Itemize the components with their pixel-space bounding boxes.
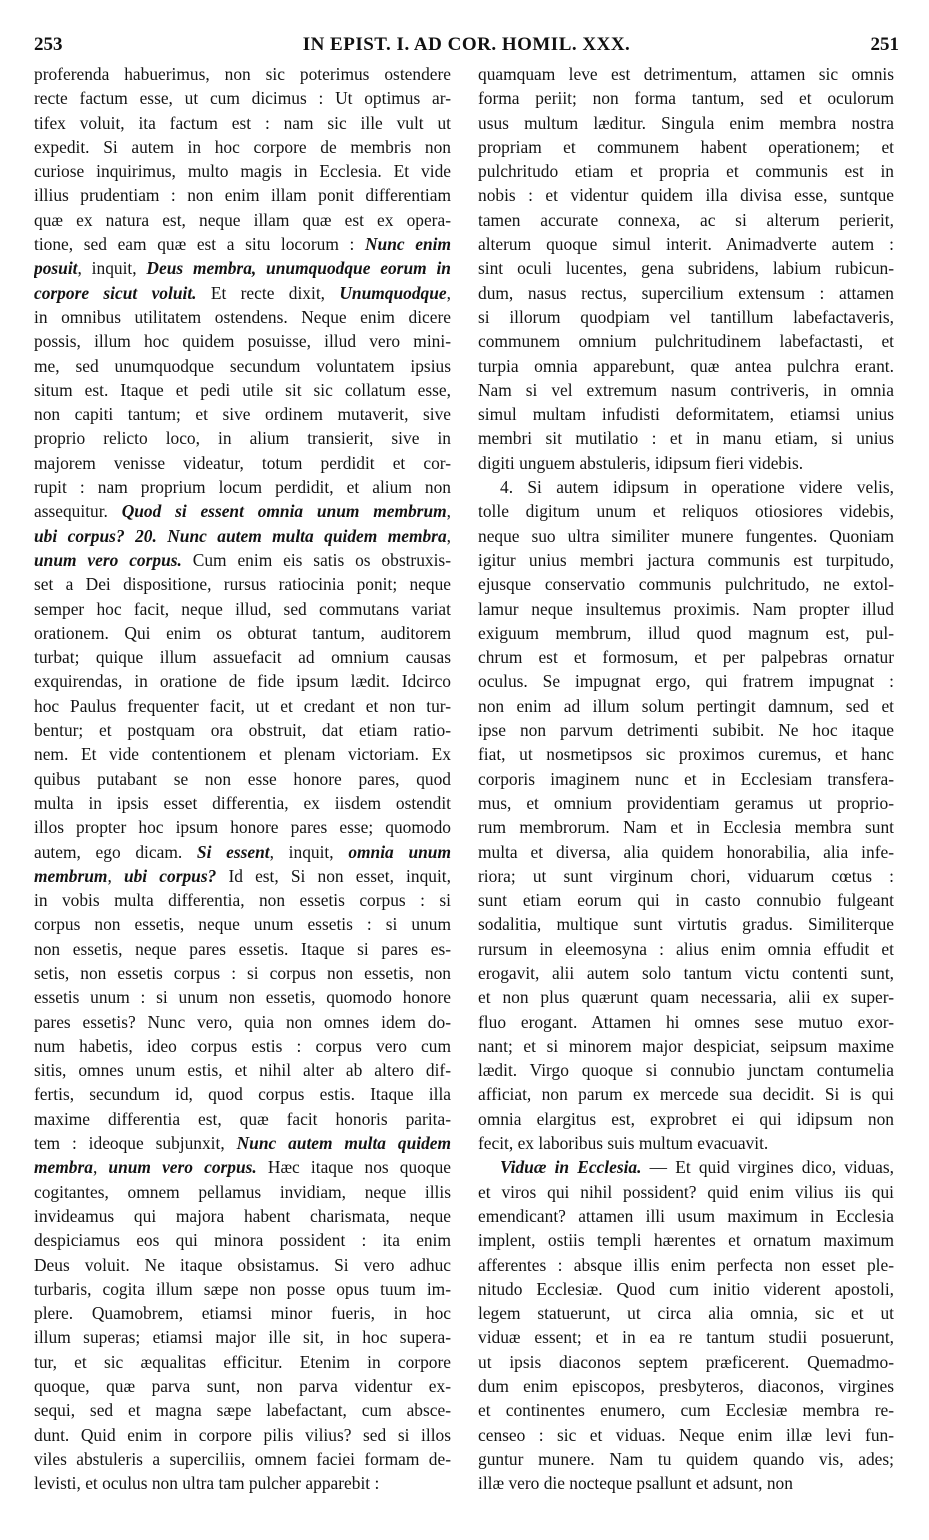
text-line bbox=[478, 1277, 894, 1301]
text-line bbox=[478, 1423, 894, 1447]
text-span: omnia elargitus est, exprobret ei qui idipsum non bbox=[478, 1108, 894, 1129]
text-span: tur, et sic æqualitas efficitur. Etenim in corpore bbox=[34, 1351, 451, 1372]
text-span: quamquam leve est detrimentum, attamen sic omnis bbox=[478, 64, 894, 84]
text-span: si illorum quodpiam vel tantillum labefactaveris, bbox=[478, 306, 894, 327]
text-span: semper hoc facit, neque illud, sed commutans variat bbox=[34, 598, 451, 619]
text-span: Cum enim eis satis os obstruxis- bbox=[181, 549, 451, 570]
text-span: illum superas; etiamsi major ille sit, in hoc supera- bbox=[34, 1327, 451, 1348]
text-span: et continentes enumero, cum Ecclesiæ membra re- bbox=[478, 1400, 894, 1421]
text-line bbox=[478, 183, 894, 207]
italic-span: membra bbox=[34, 1157, 93, 1178]
text-line bbox=[34, 621, 451, 645]
text-span: viles abstuleris a superciliis, omnem faciei formam de- bbox=[34, 1448, 451, 1469]
text-span: legem statuerunt, ut circa alia omnia, sic et ut bbox=[478, 1303, 894, 1324]
text-span: dum enim episcopos, presbyteros, diaconos, virgines bbox=[478, 1376, 894, 1397]
italic-span: unum vero corpus. bbox=[108, 1157, 257, 1178]
text-span: bentur; et postquam ora obstruit, dat etiam ratio- bbox=[34, 720, 451, 741]
text-line bbox=[34, 1058, 451, 1082]
text-line bbox=[478, 669, 894, 693]
text-span: tione, sed eam quæ est a situ locorum : bbox=[34, 234, 365, 255]
text-line bbox=[34, 232, 451, 256]
left-text-column bbox=[34, 62, 451, 1496]
text-line bbox=[478, 1058, 894, 1082]
text-span: censeo : sic et viduas. Neque enim illæ levi fun- bbox=[478, 1424, 894, 1445]
text-line bbox=[34, 718, 451, 742]
text-span: dum, nasus rectus, supercilium extensum : attamen bbox=[478, 282, 894, 303]
text-span: digiti unguem abstuleris, idipsum fieri videbis. bbox=[478, 452, 804, 473]
text-span: setis, non essetis corpus : si corpus non essetis, non bbox=[34, 962, 451, 983]
text-line bbox=[478, 208, 894, 232]
text-span: dunt. Quid enim in corpore pilis vilius? sed si illos bbox=[34, 1424, 451, 1445]
text-span: afferentes : absque illis enim perfecta non esset ple- bbox=[478, 1254, 894, 1275]
text-span: tem : ideoque subjunxit, bbox=[34, 1133, 237, 1154]
text-line bbox=[34, 742, 451, 766]
text-span: assequitur. bbox=[34, 501, 122, 522]
text-span: set a Dei dispositione, rursus ratiocinia ponit; neque bbox=[34, 574, 451, 595]
text-span: , bbox=[446, 282, 451, 303]
text-line bbox=[34, 888, 451, 912]
text-span: membri sit mutilatio : et in manu etiam, si unius bbox=[478, 428, 894, 449]
text-span: me, sed unumquodque secundum voluntatem ipsius bbox=[34, 355, 451, 376]
text-line bbox=[478, 1398, 894, 1422]
text-line bbox=[34, 402, 451, 426]
text-line bbox=[478, 912, 894, 936]
text-span: plere. Quamobrem, etiamsi minor fueris, in hoc bbox=[34, 1303, 451, 1324]
text-line bbox=[34, 426, 451, 450]
text-span: — Et quid virgines dico, viduas, bbox=[641, 1157, 894, 1178]
right-text-column bbox=[478, 62, 894, 1496]
text-line bbox=[34, 864, 451, 888]
text-span: rursum in eleemosyna : alius enim omnia effudit et bbox=[478, 938, 894, 959]
text-span: Id est, Si non esset, inquit, bbox=[216, 865, 451, 886]
text-span: expedit. Si autem in hoc corpore de membris non bbox=[34, 136, 451, 157]
text-line bbox=[478, 1301, 894, 1325]
text-span: sodalitia, multique sunt virtutis gradus. Similiterque bbox=[478, 914, 894, 935]
text-line bbox=[34, 1325, 451, 1349]
text-span: ipse non parvum detrimenti subibit. Ne hoc itaque bbox=[478, 720, 894, 741]
text-line bbox=[478, 621, 894, 645]
text-span: non capiti tantum; et sive ordinem mutaverit, sive bbox=[34, 404, 451, 425]
text-line bbox=[478, 815, 894, 839]
text-span: exiguum membrum, illud quod magnum est, pul- bbox=[478, 622, 894, 643]
text-line bbox=[478, 985, 894, 1009]
text-span: sunt etiam eorum qui in casto connubio fulgeant bbox=[478, 890, 894, 911]
text-span: non essetis, neque pares essetis. Itaque si pares es- bbox=[34, 938, 451, 959]
text-line bbox=[34, 1204, 451, 1228]
text-line bbox=[478, 475, 894, 499]
text-line bbox=[478, 62, 894, 86]
text-span: rupit : nam proprium locum perdidit, et alium non bbox=[34, 477, 451, 498]
text-line bbox=[34, 1228, 451, 1252]
text-line bbox=[478, 1034, 894, 1058]
text-line bbox=[478, 645, 894, 669]
text-line bbox=[478, 572, 894, 596]
text-span: mus, et omnium providentiam geramus ut proprio- bbox=[478, 792, 894, 813]
text-line bbox=[34, 1107, 451, 1131]
text-line bbox=[34, 1277, 451, 1301]
text-line bbox=[34, 1447, 451, 1471]
text-span: implent, ostiis templi hærentes et ornatum maximum bbox=[478, 1230, 894, 1251]
text-span: possis, illum hoc quidem posuisse, illud vero mini- bbox=[34, 331, 451, 352]
text-span: in vobis multa differentia, non essetis corpus : si bbox=[34, 890, 451, 911]
text-span: nitudo Ecclesiæ. Quod cum initio viderent apostoli, bbox=[478, 1278, 894, 1299]
text-span: ut ipsis diaconos septem præficerent. Quemadmo- bbox=[478, 1351, 894, 1372]
text-span: riora; ut sunt virginum chori, viduarum cœtus : bbox=[478, 865, 894, 886]
text-span: Hæc itaque nos quoque bbox=[256, 1157, 451, 1178]
text-span: , inquit, bbox=[77, 258, 147, 279]
text-line bbox=[478, 1180, 894, 1204]
text-span: , bbox=[446, 501, 451, 522]
text-line bbox=[478, 86, 894, 110]
text-line bbox=[478, 840, 894, 864]
text-span: invideamus qui majora habent charismata, neque bbox=[34, 1205, 451, 1226]
italic-span: ubi corpus? 20. Nunc autem multa quidem membra bbox=[34, 525, 447, 546]
text-line bbox=[478, 499, 894, 523]
text-line bbox=[478, 232, 894, 256]
text-span: illos propter hoc ipsum honore pares esse; quomodo bbox=[34, 817, 451, 838]
italic-span: Quod si essent omnia unum membrum bbox=[121, 501, 447, 522]
text-line bbox=[478, 402, 894, 426]
text-span: communem omnium pulchritudinem labefactasti, et bbox=[478, 331, 894, 352]
text-line bbox=[34, 159, 451, 183]
text-line bbox=[478, 378, 894, 402]
italic-span: unum vero corpus. bbox=[34, 549, 182, 570]
text-line bbox=[478, 354, 894, 378]
text-span: pulchritudo etiam et propria et communis est in bbox=[478, 161, 894, 182]
text-line bbox=[34, 815, 451, 839]
text-span: sint oculi lucentes, gena subridens, labium rubicun- bbox=[478, 258, 894, 279]
text-line bbox=[34, 329, 451, 353]
text-line bbox=[478, 451, 894, 475]
text-span: non enim ad illum solum pertingit damnum, sed et bbox=[478, 695, 894, 716]
text-span: igitur unius membri jactura communis est turpitudo, bbox=[478, 549, 894, 570]
text-line bbox=[34, 985, 451, 1009]
text-line bbox=[34, 354, 451, 378]
text-span: illius prudentiam : non enim illam ponit differentiam bbox=[34, 185, 451, 206]
text-line bbox=[34, 1374, 451, 1398]
italic-span: Unumquodque bbox=[339, 282, 447, 303]
text-line bbox=[34, 1010, 451, 1034]
text-span: erogavit, alii autem solo tantum victu contenti sunt, bbox=[478, 962, 894, 983]
text-span: rum membrorum. Nam et in Ecclesia membra sunt bbox=[478, 817, 894, 838]
text-line bbox=[478, 597, 894, 621]
text-line bbox=[478, 791, 894, 815]
text-line bbox=[478, 1374, 894, 1398]
page-number-right: 251 bbox=[870, 34, 899, 55]
text-line bbox=[478, 329, 894, 353]
text-span: proferenda habuerimus, non sic poterimus ostendere bbox=[34, 64, 451, 84]
text-line bbox=[478, 111, 894, 135]
text-line bbox=[34, 1301, 451, 1325]
text-span: cogitantes, omnem pellamus invidiam, neque illis bbox=[34, 1181, 451, 1202]
text-span: , inquit, bbox=[269, 841, 349, 862]
text-line bbox=[478, 767, 894, 791]
text-span: fecit, ex laboribus suis multum evacuavit. bbox=[478, 1133, 769, 1154]
text-span: fluo erogant. Attamen hi omnes sese mutuo exor- bbox=[478, 1011, 894, 1032]
text-span: emendicant? attamen illi usum maximum in Ecclesia bbox=[478, 1205, 894, 1226]
text-span: simul multam infudisti deformitatem, etiamsi unius bbox=[478, 404, 894, 425]
text-span: maxime differentia est, quæ facit honoris parita- bbox=[34, 1108, 451, 1129]
text-span: lamur neque insultemus proximis. Nam propter illud bbox=[478, 598, 894, 619]
text-span: 4. Si autem idipsum in operatione videre velis, bbox=[500, 477, 894, 498]
text-line bbox=[478, 548, 894, 572]
text-span: curiose inquirimus, multo magis in Ecclesia. Et vide bbox=[34, 161, 451, 182]
running-header bbox=[34, 34, 899, 58]
text-span: neque suo ultra similiter munere fungentes. Quoniam bbox=[478, 525, 894, 546]
text-line bbox=[34, 840, 451, 864]
text-span: oculus. Se impugnat ergo, qui fratrem impugnat : bbox=[478, 671, 894, 692]
text-span: alterum quoque simul interit. Animadverte autem : bbox=[478, 234, 894, 255]
text-span: sequi, sed et magna sæpe labefactant, cum absce- bbox=[34, 1400, 451, 1421]
text-span: levisti, et oculus non ultra tam pulcher apparebit : bbox=[34, 1473, 380, 1494]
page-number-left: 253 bbox=[34, 34, 63, 55]
text-span: nant; et si minorem major despiciat, seipsum maxime bbox=[478, 1035, 894, 1056]
italic-span: Deus membra, unumquodque eorum in bbox=[146, 258, 451, 279]
text-span: majorem venisse videatur, totum perdidit et cor- bbox=[34, 452, 451, 473]
text-line bbox=[34, 1180, 451, 1204]
text-line bbox=[34, 86, 451, 110]
text-line bbox=[478, 1325, 894, 1349]
text-line bbox=[34, 378, 451, 402]
running-title: IN EPIST. I. AD COR. HOMIL. XXX. bbox=[302, 34, 631, 55]
text-span: nem. Et vide contentionem et plenam victoriam. Ex bbox=[34, 744, 451, 765]
italic-span: Nunc autem multa quidem bbox=[236, 1133, 451, 1154]
text-span: quibus putabant se non esse honore pares, quod bbox=[34, 768, 451, 789]
text-span: ejusque conservatio communis pulchritudo, ne extol- bbox=[478, 574, 894, 595]
text-span: sitis, omnes unum estis, et nihil alter ab altero dif- bbox=[34, 1060, 451, 1081]
text-line bbox=[478, 1010, 894, 1034]
text-line bbox=[34, 645, 451, 669]
text-line bbox=[34, 524, 451, 548]
text-line bbox=[34, 961, 451, 985]
text-line bbox=[34, 111, 451, 135]
italic-span: ubi corpus? bbox=[123, 865, 217, 886]
text-span: tifex voluit, ita factum est : nam sic ille vult ut bbox=[34, 112, 451, 133]
text-line bbox=[478, 937, 894, 961]
text-line bbox=[478, 742, 894, 766]
text-span: num habetis, ideo corpus estis : corpus vero cum bbox=[34, 1035, 451, 1056]
text-span: et non plus quærunt quam necessaria, alii ex super- bbox=[478, 987, 894, 1008]
text-line bbox=[478, 256, 894, 280]
text-line bbox=[478, 1447, 894, 1471]
text-span: proprio relicto loco, in alium transierit, sive in bbox=[34, 428, 451, 449]
text-line bbox=[34, 1155, 451, 1179]
text-line bbox=[34, 937, 451, 961]
text-span: forma periit; non forma tantum, sed et oculorum bbox=[478, 88, 894, 109]
text-line bbox=[478, 961, 894, 985]
text-line bbox=[478, 1131, 894, 1155]
italic-span: membrum bbox=[34, 865, 108, 886]
text-span: corpus non essetis, neque unum essetis : si unum bbox=[34, 914, 451, 935]
text-span: usus multum læditur. Singula enim membra nostra bbox=[478, 112, 894, 133]
text-span: corporis imaginem nunc et in Ecclesiam transfera- bbox=[478, 768, 894, 789]
text-span: , bbox=[107, 865, 124, 886]
text-span: viduæ essent; et in ea re tantum studii posuerunt, bbox=[478, 1327, 894, 1348]
text-line bbox=[478, 1155, 894, 1179]
text-line bbox=[34, 1398, 451, 1422]
text-span: in omnibus utilitatem ostendens. Neque enim dicere bbox=[34, 306, 451, 327]
text-line bbox=[478, 426, 894, 450]
text-line bbox=[34, 767, 451, 791]
text-line bbox=[34, 1350, 451, 1374]
text-line bbox=[34, 694, 451, 718]
text-span: turbat; quique illum assuefacit ad omnium causas bbox=[34, 647, 451, 668]
text-line bbox=[478, 694, 894, 718]
italic-span: Si essent bbox=[196, 841, 270, 862]
text-line bbox=[34, 256, 451, 280]
italic-span: corpore sicut voluit. bbox=[34, 282, 197, 303]
text-span: pares essetis? Nunc vero, quia non omnes idem do- bbox=[34, 1011, 451, 1032]
text-line bbox=[34, 1471, 451, 1495]
text-span: lædit. Virgo quoque si connubio junctam contumelia bbox=[478, 1060, 894, 1081]
text-line bbox=[34, 183, 451, 207]
text-line bbox=[34, 912, 451, 936]
text-line bbox=[34, 791, 451, 815]
text-line bbox=[478, 135, 894, 159]
italic-span: posuit bbox=[34, 258, 78, 279]
text-span: turpia omnia apparebunt, quæ antea pulchra erant. bbox=[478, 355, 894, 376]
text-span: turbaris, cogita illum sæpe non posse opus tuum im- bbox=[34, 1278, 451, 1299]
text-line bbox=[478, 1107, 894, 1131]
text-span: Et recte dixit, bbox=[196, 282, 340, 303]
text-line bbox=[478, 1471, 894, 1495]
text-span: afficiat, non parum ex mercede sua decidit. Si is qui bbox=[478, 1084, 894, 1105]
text-line bbox=[34, 669, 451, 693]
text-line bbox=[34, 1034, 451, 1058]
text-span: guntur munere. Nam tu quidem quando vis, ades; bbox=[478, 1448, 894, 1469]
text-line bbox=[478, 1350, 894, 1374]
text-line bbox=[34, 135, 451, 159]
text-line bbox=[34, 305, 451, 329]
text-span: fiat, ut nosmetipsos sic proximos curemus, et hanc bbox=[478, 744, 894, 765]
text-span: tolle digitum unum et reliquos otiosiores videbis, bbox=[478, 501, 894, 522]
text-line bbox=[34, 1131, 451, 1155]
text-line bbox=[34, 597, 451, 621]
text-line bbox=[34, 62, 451, 86]
text-span: Deus voluit. Ne itaque obsistamus. Si vero adhuc bbox=[34, 1254, 451, 1275]
text-line bbox=[478, 1228, 894, 1252]
text-line bbox=[34, 548, 451, 572]
text-line bbox=[478, 718, 894, 742]
italic-span: omnia unum bbox=[348, 841, 451, 862]
text-line bbox=[34, 1423, 451, 1447]
text-span: quæ ex natura est, neque illam quæ est ex opera- bbox=[34, 209, 451, 230]
text-span: illæ vero die nocteque psallunt et adsunt, non bbox=[478, 1473, 793, 1494]
text-line bbox=[34, 1253, 451, 1277]
text-span: quoque, quæ parva sunt, non parva videntur ex- bbox=[34, 1376, 451, 1397]
text-span: , bbox=[92, 1157, 109, 1178]
text-span: despiciamus eos qui minora possident : ita enim bbox=[34, 1230, 451, 1251]
text-line bbox=[478, 159, 894, 183]
text-span: orationem. Qui enim os obturat tantum, auditorem bbox=[34, 622, 451, 643]
text-line bbox=[478, 1082, 894, 1106]
text-span: propriam et communem habent operationem; et bbox=[478, 136, 894, 157]
text-line bbox=[34, 451, 451, 475]
italic-span: Viduæ in Ecclesia. bbox=[500, 1157, 642, 1178]
text-span: et viros qui nihil possident? quid enim vilius iis qui bbox=[478, 1181, 894, 1202]
text-line bbox=[34, 281, 451, 305]
text-line bbox=[478, 864, 894, 888]
text-span: fertis, secundum id, quod corpus estis. Itaque illa bbox=[34, 1084, 451, 1105]
text-line bbox=[34, 1082, 451, 1106]
text-span: multa et diversa, alia quidem honorabilia, alia infe- bbox=[478, 841, 894, 862]
text-line bbox=[478, 1253, 894, 1277]
text-line bbox=[478, 524, 894, 548]
text-span: essetis unum : si unum non essetis, quomodo honore bbox=[34, 987, 451, 1008]
text-span: nobis : et videntur quidem illa divisa esse, suntque bbox=[478, 185, 894, 206]
text-line bbox=[34, 208, 451, 232]
text-span: tamen accurate connexa, ac si alterum perierit, bbox=[478, 209, 894, 230]
text-line bbox=[34, 499, 451, 523]
text-span: , bbox=[446, 525, 451, 546]
text-span: exquirendas, in oratione de fide ipsum lædit. Idcirco bbox=[34, 671, 451, 692]
text-span: chrum est et formosum, et per palpebras ornatur bbox=[478, 647, 894, 668]
text-span: Nam si vel extremum nasum contriveris, in omnia bbox=[478, 379, 894, 400]
text-line bbox=[478, 888, 894, 912]
text-line bbox=[34, 475, 451, 499]
text-line bbox=[478, 305, 894, 329]
text-span: hoc Paulus frequenter facit, ut et credant et non tur- bbox=[34, 695, 451, 716]
text-span: recte factum esse, ut cum dicimus : Ut optimus ar- bbox=[34, 88, 451, 109]
text-span: multa in ipsis esset differentia, ex iisdem ostendit bbox=[34, 792, 451, 813]
text-line bbox=[478, 1204, 894, 1228]
text-line bbox=[478, 281, 894, 305]
text-span: situm est. Itaque et pedi utile sit sic collatum esse, bbox=[34, 379, 451, 400]
italic-span: Nunc enim bbox=[364, 234, 451, 255]
text-span: autem, ego dicam. bbox=[34, 841, 197, 862]
text-line bbox=[34, 572, 451, 596]
